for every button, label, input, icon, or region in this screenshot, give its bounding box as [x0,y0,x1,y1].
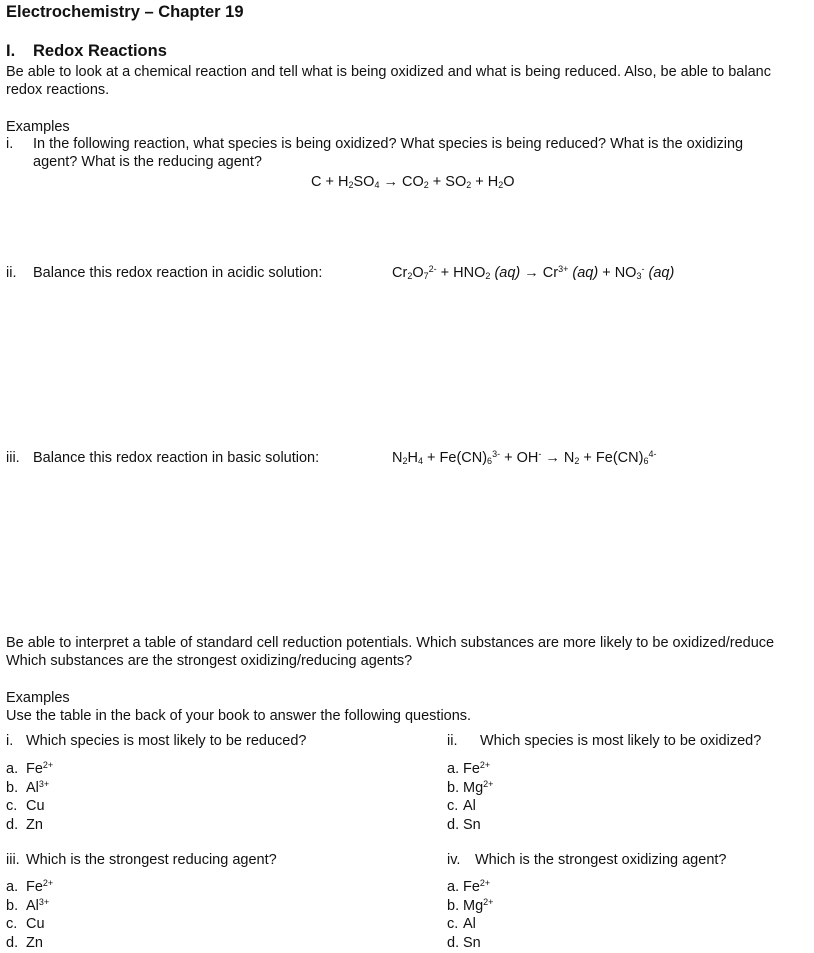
choices-question-ii [447,760,493,834]
example-text: Balance this redox reaction in acidic solution: [33,265,323,281]
choice-d: d. Sn [447,816,481,833]
section2-intro-line2: Which substances are the strongest oxidizing/reducing agents? [6,653,413,669]
equation-2: $Cr_2O_7^{2-} + HNO_2$ $(aq) \to Cr^{3+}$ $(aq) + NO_3^-$ (aq) [392,264,675,281]
choices-question-i [6,760,53,834]
instructions: Use the table in the back of your book to answer the following questions. [6,708,472,724]
example-text: Balance this redox reaction in basic solution: [33,450,320,466]
choice-c: c. Al [447,798,476,814]
example-i [6,136,743,152]
example-text-line1: In the following reaction, what species is being oxidized? What species is being reduced? What is the oxidizing [33,136,744,152]
choice-a: a. $Fe^{2+}$ [6,760,54,777]
choice-d: d. Zn [6,816,43,833]
section-heading-text: Redox Reactions [33,42,167,60]
choice-c: c. Cu [6,798,45,814]
section1-intro-line2: redox reactions. [6,82,110,98]
question-iv: iv. Which is the strongest oxidizing agent? [447,852,727,868]
example-i-line2: agent? What is the reducing agent? [33,154,262,170]
question-ii: ii. Which species is most likely to be oxidized? [447,733,762,749]
question-i: i. Which species is most likely to be reduced? [6,733,307,749]
choice-c: c. Cu [6,916,45,932]
choice-c: c. Al [447,916,476,932]
choice-d: d. Zn [6,934,43,951]
choice-b: b. $Mg^{2+}$ [447,778,494,796]
choice-d: d. Sn [447,934,481,951]
section2-intro-line1: Be able to interpret a table of standard cell reduction potentials. Which substances are more likely to be oxidized/reduce [6,635,775,651]
section1-intro-line1: Be able to look at a chemical reaction and tell what is being oxidized and what is being reduced. Also, be able to balanc [6,64,771,80]
example-number: iii. [6,450,20,466]
example-ii [6,265,322,281]
question-iii: iii. Which is the strongest reducing agent? [6,852,277,868]
equation-3: $N_2H_4 + Fe(CN)_6^{3-} + OH^- \to N_2 + Fe(CN)_6^{4-}$ [392,449,657,466]
choices-question-iii [6,878,53,952]
example-iii [6,450,319,466]
choice-b: b. $Mg^{2+}$ [447,896,494,914]
example-number: i. [6,136,14,152]
examples-label: Examples [6,119,70,135]
choices-question-iv [447,878,493,952]
examples-label-2: Examples [6,690,70,706]
choice-a: a. $Fe^{2+}$ [6,878,54,895]
choice-a: a. $Fe^{2+}$ [447,878,491,895]
choice-a: a. $Fe^{2+}$ [447,760,491,777]
section-heading-redox [6,42,167,61]
equation-1: $C + H_2SO_4 \to CO_2 + SO_2 + H_2O$ [311,174,515,190]
choice-b: b. $Al^{3+}$ [6,778,50,796]
section-number: I. [6,42,16,60]
choice-b: b. $Al^{3+}$ [6,896,50,914]
document-title: Electrochemistry – Chapter 19 [6,3,244,21]
example-number: ii. [6,265,17,281]
